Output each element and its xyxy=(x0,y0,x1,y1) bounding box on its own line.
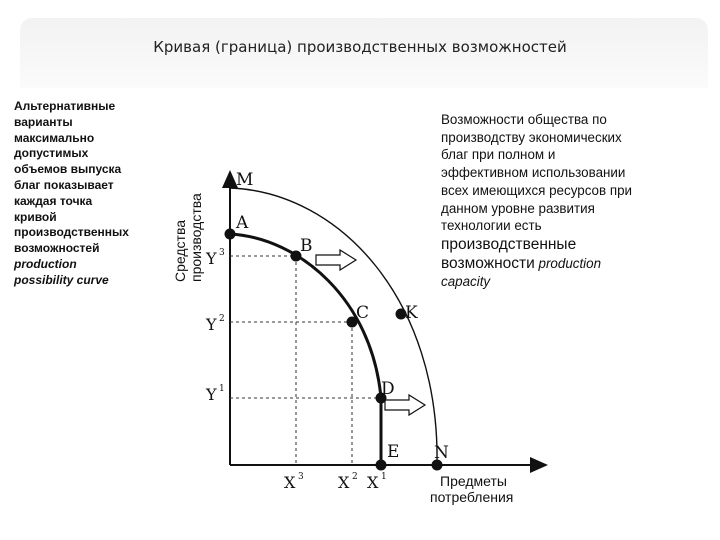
point-e-marker xyxy=(376,460,387,471)
x-tick-label: X xyxy=(338,473,350,492)
outer-frontier-curve xyxy=(230,188,437,465)
point-e-label: E xyxy=(387,442,400,462)
right-line: технологии есть xyxy=(441,218,542,234)
y-axis-title-line: производства xyxy=(188,193,204,282)
x-tick-superscript: 2 xyxy=(352,472,358,482)
production-possibility-curve xyxy=(230,234,381,465)
right-line: производству экономических xyxy=(441,129,622,145)
point-a-label: A xyxy=(236,213,249,233)
x-tick-superscript: 3 xyxy=(298,472,304,482)
right-line: благ при полном и xyxy=(441,147,556,163)
y-axis-title-line: Средства xyxy=(172,219,188,282)
right-line-italic: production xyxy=(538,255,602,271)
left-line: производственных xyxy=(14,225,129,240)
right-line: эффективном использовании xyxy=(441,165,626,181)
left-line: возможностей xyxy=(14,241,100,256)
y-tick-label: Y xyxy=(206,385,217,404)
point-k-label: K xyxy=(405,303,418,323)
guide-lines xyxy=(230,256,381,465)
point-m-label: M xyxy=(236,170,254,190)
left-line: Альтернативные xyxy=(14,99,116,113)
x-tick-superscript: 1 xyxy=(381,472,387,482)
y-tick-label: Y xyxy=(206,315,217,334)
left-line: кривой xyxy=(14,209,57,224)
left-line: варианты xyxy=(14,114,73,129)
left-line: максимально xyxy=(14,130,95,145)
y-tick-superscript: 1 xyxy=(219,384,225,394)
right-line: Возможности общества по xyxy=(441,112,607,127)
left-line: объемов выпуска xyxy=(14,162,122,177)
x-axis-title-line: потребления xyxy=(430,489,514,505)
left-line-italic: possibility curve xyxy=(14,272,109,287)
point-d-label: D xyxy=(381,379,395,399)
point-n-label: N xyxy=(434,443,449,463)
point-c-label: C xyxy=(356,303,370,323)
y-tick-label: Y xyxy=(206,249,217,268)
right-line: данном уровне развития xyxy=(441,200,595,216)
left-line: благ показывает xyxy=(14,177,114,192)
right-line-emphasis: возможности xyxy=(441,254,535,272)
x-axis-title-line: Предметы xyxy=(440,473,507,489)
x-tick-label: X xyxy=(284,473,296,492)
right-line-italic: capacity xyxy=(441,273,491,289)
y-tick-superscript: 3 xyxy=(219,248,225,258)
y-axis-title xyxy=(172,193,204,282)
point-b-label: B xyxy=(300,236,313,256)
right-line-emphasis: производственные xyxy=(441,235,577,253)
right-line: всех имеющихся ресурсов при xyxy=(441,182,632,198)
left-line-italic: production xyxy=(14,256,77,271)
x-tick-label: X xyxy=(367,473,379,492)
y-tick-superscript: 2 xyxy=(219,314,225,324)
page-title: Кривая (граница) производственных возможностей xyxy=(153,38,567,56)
shift-arrow-upper xyxy=(316,250,356,270)
point-a-marker xyxy=(225,229,236,240)
left-line: каждая точка xyxy=(14,193,93,208)
left-line: допустимых xyxy=(14,146,89,161)
